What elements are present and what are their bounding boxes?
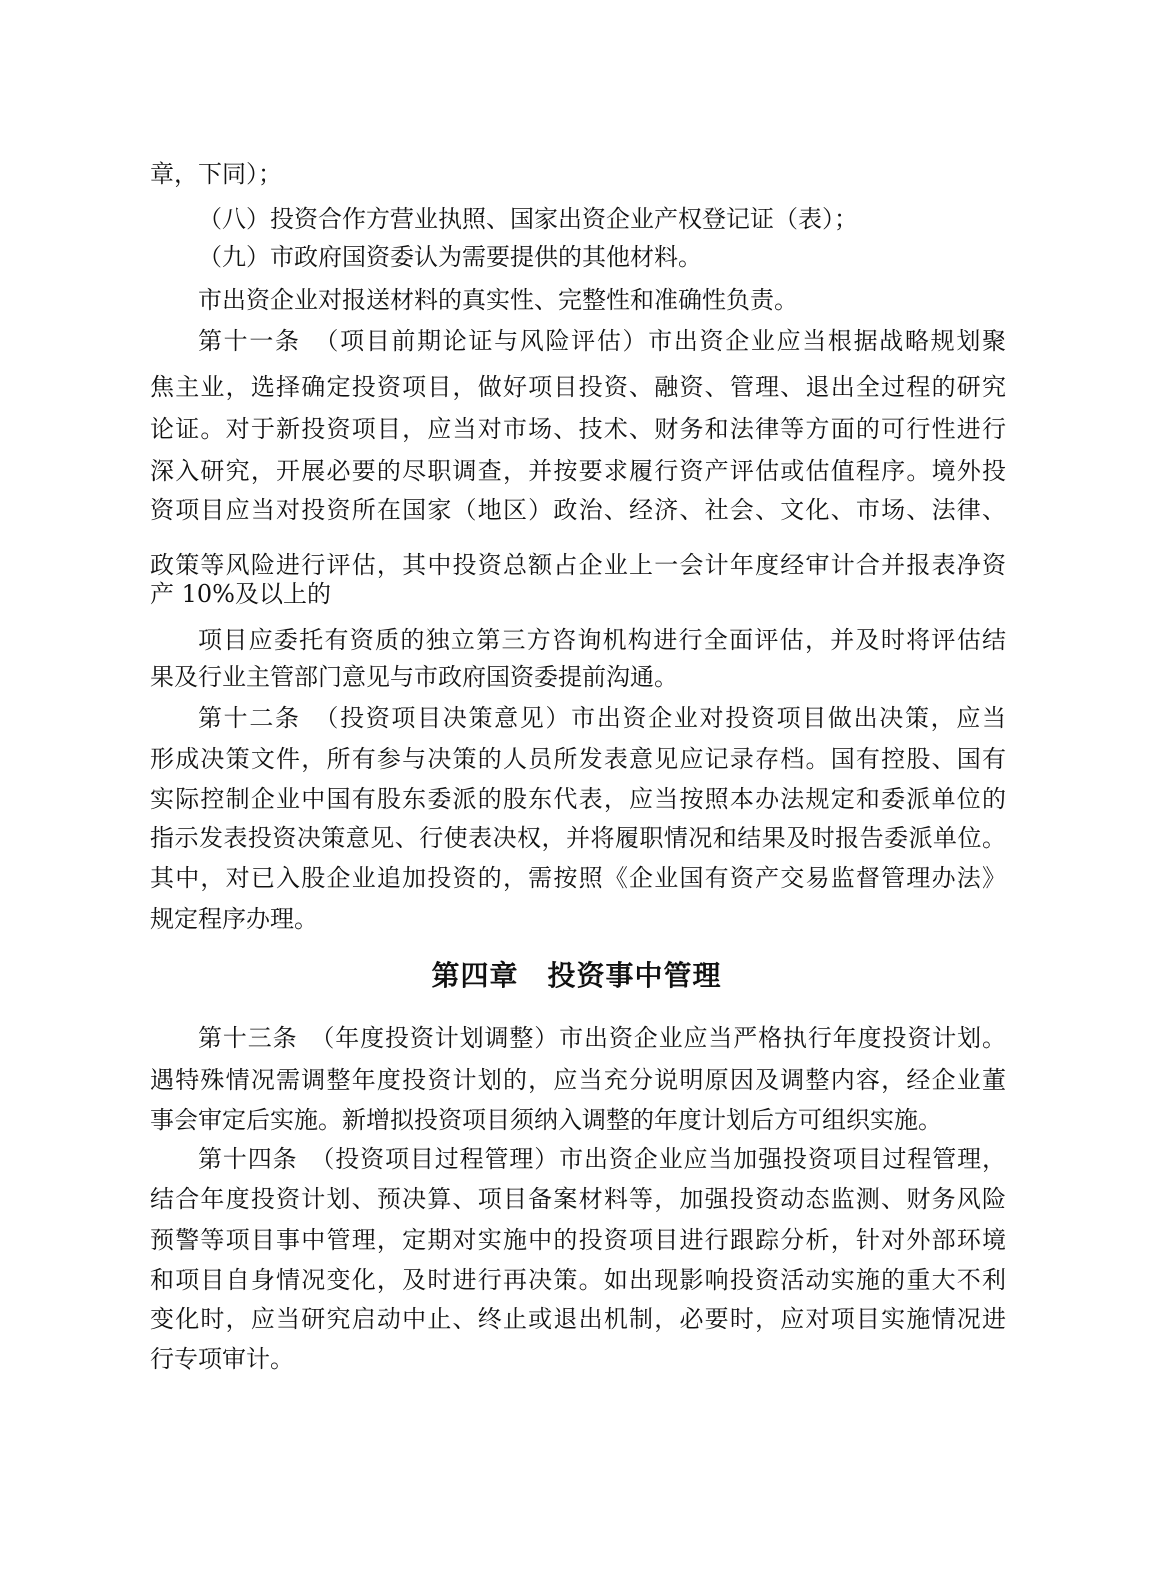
text-line: 市出资企业对报送材料的真实性、完整性和准确性负责。: [198, 286, 798, 314]
text-line: 结合年度投资计划、预决算、项目备案材料等，加强投资动态监测、财务风险: [150, 1185, 1006, 1213]
text-line: 变化时，应当研究启动中止、终止或退出机制，必要时，应对项目实施情况进: [150, 1305, 1006, 1333]
text-line: 章，下同）；: [150, 160, 282, 188]
text-line: 其中，对已入股企业追加投资的，需按照《企业国有资产交易监督管理办法》: [150, 864, 1006, 892]
text-line: （八）投资合作方营业执照、国家出资企业产权登记证（表）；: [198, 205, 858, 233]
text-line: 形成决策文件，所有参与决策的人员所发表意见应记录存档。国有控股、国有: [150, 745, 1006, 773]
text-line: 行专项审计。: [150, 1345, 294, 1373]
text-line: 政策等风险进行评估，其中投资总额占企业上一会计年度经审计合并报表净资: [150, 551, 1006, 579]
text-line: 项目应委托有资质的独立第三方咨询机构进行全面评估，并及时将评估结: [198, 626, 1006, 654]
text-line: 产 10%及以上的: [150, 580, 331, 608]
text-line: 指示发表投资决策意见、行使表决权，并将履职情况和结果及时报告委派单位。: [150, 824, 1006, 852]
text-line: 规定程序办理。: [150, 905, 318, 933]
text-line: 和项目自身情况变化，及时进行再决策。如出现影响投资活动实施的重大不利: [150, 1266, 1006, 1294]
text-line: 第十二条 （投资项目决策意见）市出资企业对投资项目做出决策，应当: [198, 704, 1006, 732]
text-line: 事会审定后实施。新增拟投资项目须纳入调整的年度计划后方可组织实施。: [150, 1106, 942, 1134]
text-line: 深入研究，开展必要的尽职调查，并按要求履行资产评估或估值程序。境外投: [150, 457, 1006, 485]
text-line: 资项目应当对投资所在国家（地区）政治、经济、社会、文化、市场、法律、: [150, 496, 1006, 524]
text-line: 果及行业主管部门意见与市政府国资委提前沟通。: [150, 663, 678, 691]
text-line: （九）市政府国资委认为需要提供的其他材料。: [198, 243, 702, 271]
text-line: 预警等项目事中管理，定期对实施中的投资项目进行跟踪分析，针对外部环境: [150, 1226, 1006, 1254]
text-line: 第十一条 （项目前期论证与风险评估）市出资企业应当根据战略规划聚: [198, 327, 1006, 355]
text-line: 第十三条 （年度投资计划调整）市出资企业应当严格执行年度投资计划。: [198, 1024, 1006, 1052]
chapter-heading: 第四章 投资事中管理: [431, 959, 722, 992]
text-line: 遇特殊情况需调整年度投资计划的，应当充分说明原因及调整内容，经企业董: [150, 1066, 1006, 1094]
text-line: 第十四条 （投资项目过程管理）市出资企业应当加强投资项目过程管理，: [198, 1145, 1006, 1173]
text-line: 论证。对于新投资项目，应当对市场、技术、财务和法律等方面的可行性进行: [150, 415, 1006, 443]
text-line: 实际控制企业中国有股东委派的股东代表，应当按照本办法规定和委派单位的: [150, 785, 1006, 813]
text-line: 焦主业，选择确定投资项目，做好项目投资、融资、管理、退出全过程的研究: [150, 373, 1006, 401]
